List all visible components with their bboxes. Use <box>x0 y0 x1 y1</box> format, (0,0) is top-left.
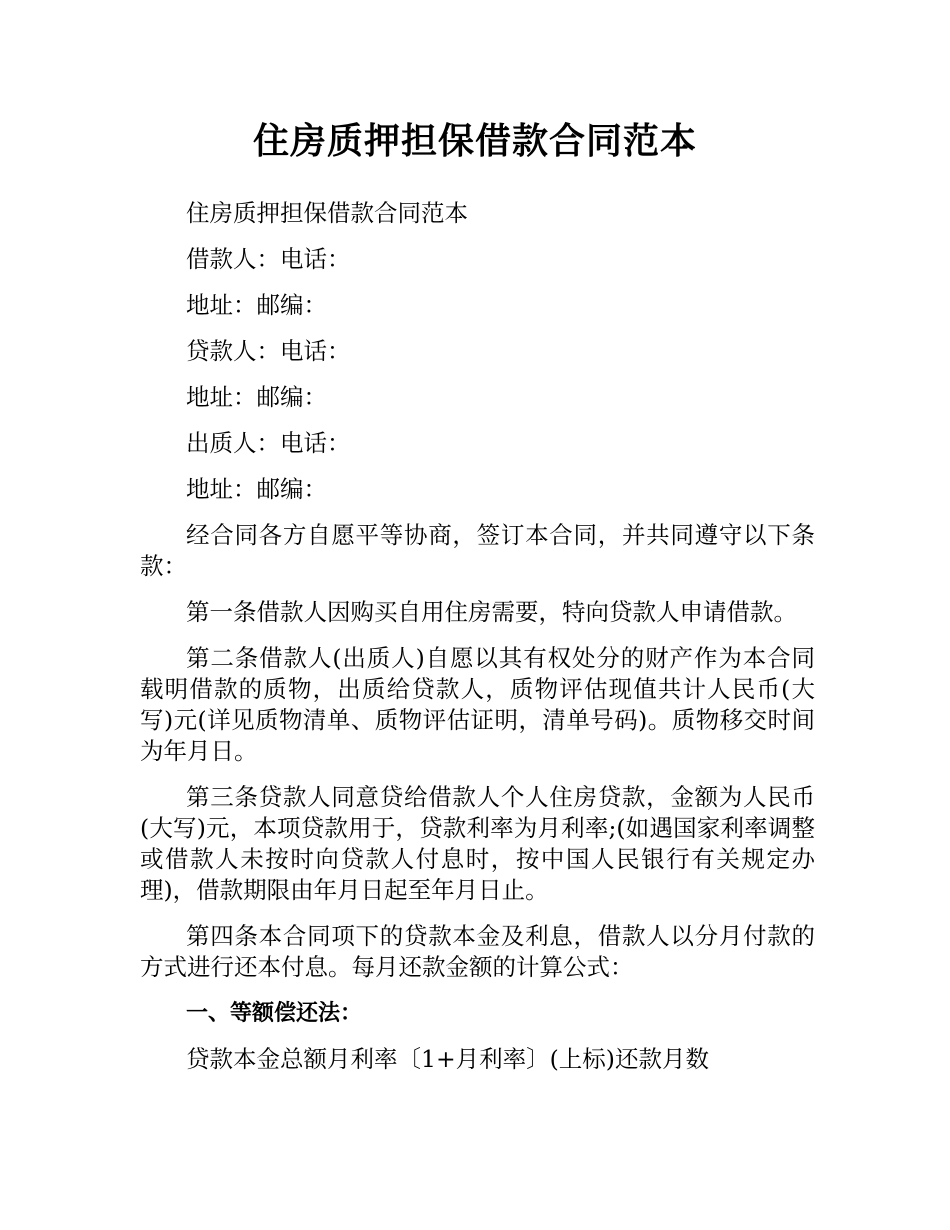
paragraph-borrower-address: 地址：邮编： <box>186 291 327 319</box>
paragraph-borrower: 借款人：电话： <box>186 245 351 273</box>
paragraph-article-4: 第四条本合同项下的贷款本金及利息，借款人以分月付款的方式进行还本付息。每月还款金额的计算公式： <box>140 922 815 981</box>
section-heading: 一、等额偿还法： <box>186 1001 363 1026</box>
paragraph-article-2: 第二条借款人(出质人)自愿以其有权处分的财产作为本合同载明借款的质物，出质给贷款人，质物评估现值共计人民币(大写)元(详见质物清单、质物评估证明，清单号码)。质物移交时间为年月日。 <box>140 644 815 765</box>
paragraph-article-1: 第一条借款人因购买自用住房需要，特向贷款人申请借款。 <box>186 598 797 626</box>
paragraph-lender-address: 地址：邮编： <box>186 383 327 411</box>
paragraph-subtitle: 住房质押担保借款合同范本 <box>186 199 468 227</box>
paragraph-pledgor: 出质人：电话： <box>186 429 351 457</box>
document-title: 住房质押担保借款合同范本 <box>252 121 697 162</box>
paragraph-article-3: 第三条贷款人同意贷给借款人个人住房贷款，金额为人民币(大写)元，本项贷款用于，贷款利率为月利率;(如遇国家利率调整或借款人未按时向贷款人付息时，按中国人民银行有关规定办理)，借款期限由年月日起至年月日止。 <box>140 783 815 904</box>
paragraph-preamble: 经合同各方自愿平等协商，签订本合同，并共同遵守以下条款： <box>140 521 815 580</box>
document-body <box>140 198 815 1090</box>
paragraph-lender: 贷款人：电话： <box>186 337 351 365</box>
paragraph-pledgor-address: 地址：邮编： <box>186 475 327 503</box>
paragraph-formula: 贷款本金总额月利率〔1+月利率〕(上标)还款月数 <box>186 1045 709 1073</box>
